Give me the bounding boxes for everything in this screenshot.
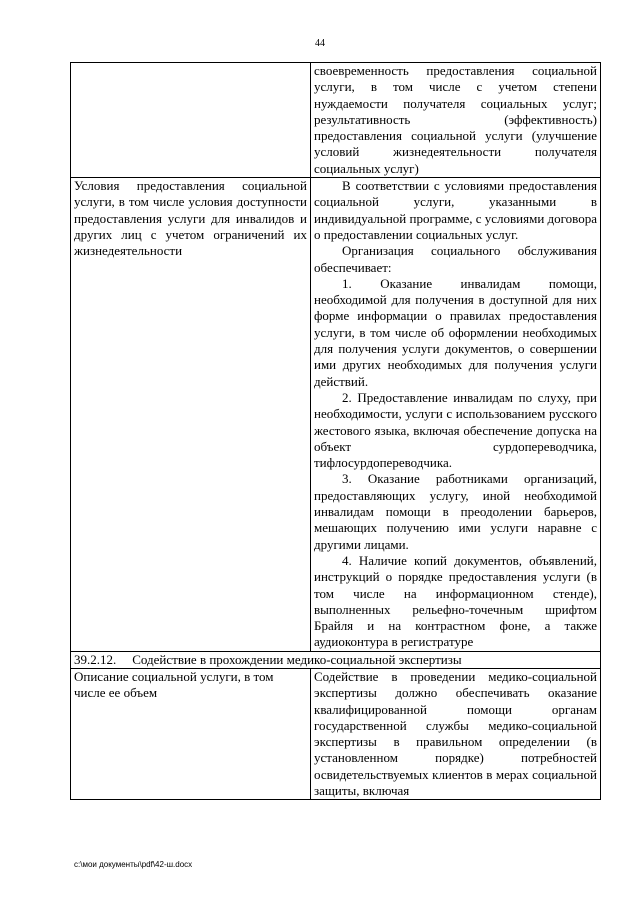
conditions-label-cell: Условия предоставления социальной услуги, в том числе условия доступности предоставления услуги для инвалидов и других лиц с учетом ограничений их жизнедеятельности: [71, 178, 311, 652]
table-row: [71, 668, 601, 799]
conditions-list-item: 1. Оказание инвалидам помощи, необходимой для получения в доступной для них форме информации о правилах предоставления услуги, в том числе об оформлении необходимых для получения услуги документов, о совершении ими других необходимых для получения услуги действий.: [314, 275, 597, 389]
table-row: [71, 178, 601, 652]
section-heading-cell: [71, 651, 601, 668]
description-content-cell: Содействие в проведении медико-социальной экспертизы должно обеспечивать оказание квалифицированной помощи органам государственной службы медико-социальной экспертизы в правильном определении (в установленном порядке) потребностей освидетельствуемых клиентов в мерах социальной защиты, включая: [311, 668, 601, 799]
section-title: Содействие в прохождении медико-социальной экспертизы: [132, 651, 462, 667]
section-heading-row: [71, 651, 601, 668]
conditions-list-item: 4. Наличие копий документов, объявлений, инструкций о порядке предоставления услуги (в том числе на информационном стенде), выполненных рельефно-точечным шрифтом Брайля и на контрастном фоне, а также аудиоконтура в регистратуре: [314, 552, 597, 650]
conditions-content-cell: [311, 178, 601, 652]
table-row: [71, 63, 601, 178]
row1-left-cell: [71, 63, 311, 178]
footer-file-path: c:\мои документы\pdf\42-ш.docx: [74, 860, 193, 869]
conditions-paragraph: В соответствии с условиями предоставления социальной услуги, указанными в индивидуальной программе, с условиями договора о предоставлении социальных услуг.: [314, 178, 597, 242]
conditions-list-item: 2. Предоставление инвалидам по слуху, при необходимости, услуги с использованием русского жестового языка, включая обеспечение допуска на объект сурдопереводчика, тифлосурдопереводчика.: [314, 389, 597, 471]
conditions-paragraph: Организация социального обслуживания обеспечивает:: [314, 243, 597, 275]
section-number: 39.2.12.: [74, 651, 117, 667]
conditions-list-item: 3. Оказание работниками организаций, предоставляющих услугу, иной необходимой инвалидам помощи в преодолении барьеров, мешающих получению ими услуги наравне с другими лицами.: [314, 471, 597, 552]
page-number: 44: [315, 38, 325, 49]
service-standard-table: [70, 62, 601, 800]
description-label-cell: Описание социальной услуги, в том числе ее объем: [71, 668, 311, 799]
row1-right-cell: своевременность предоставления социальной услуги, в том числе с учетом степени нуждаемости получателя социальных услуг; результативность (эффективность) предоставления социальной услуги (улучшение условий жизнедеятельности получателя социальных услуг): [311, 63, 601, 178]
